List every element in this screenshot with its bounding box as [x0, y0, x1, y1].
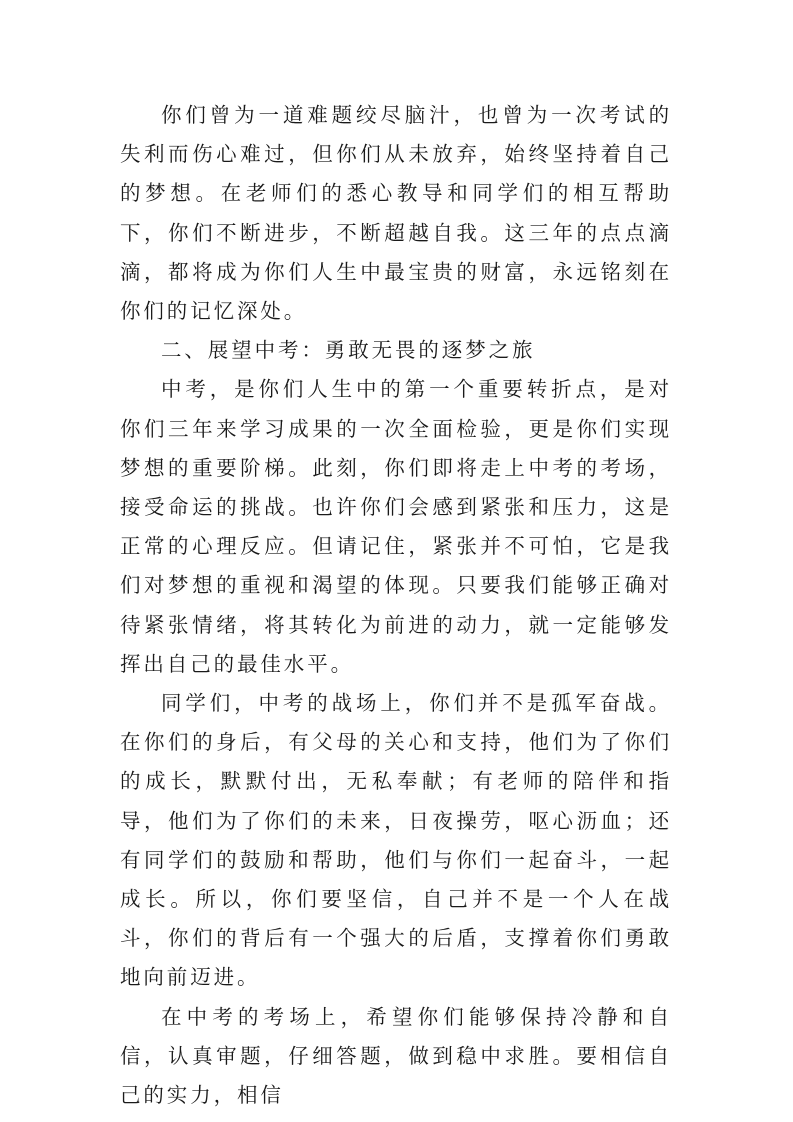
document-page: [120, 96, 672, 1115]
paragraph-not-alone: 同学们，中考的战场上，你们并不是孤军奋战。在你们的身后，有父母的关心和支持，他们为了你们的成长，默默付出，无私奉献；有老师的陪伴和指导，他们为了你们的未来，日夜操劳，呕心沥血；还有同学们的鼓励和帮助，他们与你们一起奋斗，一起成长。所以，你们要坚信，自己并不是一个人在战斗，你们的背后有一个强大的后盾，支撑着你们勇敢地向前迈进。: [120, 691, 672, 990]
section-heading: 二、展望中考：勇敢无畏的逐梦之旅: [161, 338, 536, 363]
paragraph-stay-calm: 在中考的考场上，希望你们能够保持冷静和自信，认真审题，仔细答题，做到稳中求胜。要相信自己的实力，相信: [120, 1004, 672, 1108]
paragraph-exam-turning-point: 中考，是你们人生中的第一个重要转折点，是对你们三年来学习成果的一次全面检验，更是你们实现梦想的重要阶梯。此刻，你们即将走上中考的考场，接受命运的挑战。也许你们会感到紧张和压力，这是正常的心理反应。但请记住，紧张并不可怕，它是我们对梦想的重视和渴望的体现。只要我们能够正确对待紧张情绪，将其转化为前进的动力，就一定能够发挥出自己的最佳水平。: [120, 377, 672, 676]
paragraph-past-efforts: 你们曾为一道难题绞尽脑汁，也曾为一次考试的失利而伤心难过，但你们从未放弃，始终坚持着自己的梦想。在老师们的悉心教导和同学们的相互帮助下，你们不断进步，不断超越自我。这三年的点点滴滴，都将成为你们人生中最宝贵的财富，永远铭刻在你们的记忆深处。: [120, 103, 672, 324]
